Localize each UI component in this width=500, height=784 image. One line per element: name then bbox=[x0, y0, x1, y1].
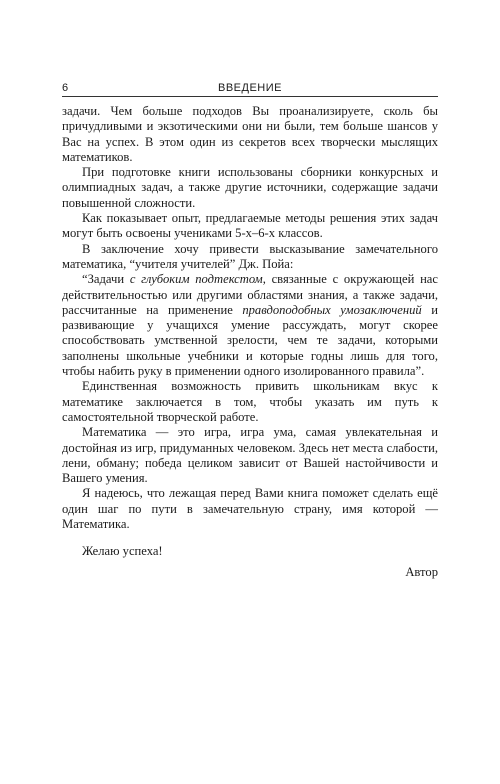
quote-text-2: , связанные с окружающей нас действительностью или другими областями знания, а также задачи, рассчитанные на применение bbox=[62, 272, 438, 317]
wish-line: Желаю успеха! bbox=[82, 544, 163, 559]
paragraph-experience: Как показывает опыт, предлагаемые методы решения этих задач могут быть освоены учениками 5-х–6-х классов. bbox=[62, 211, 438, 241]
paragraph-quote-intro: В заключение хочу привести высказывание замечательного математика, “учителя учителей” Дж. Пойа: bbox=[62, 241, 438, 271]
quote-emphasis-2: правдоподобных умозаключений bbox=[242, 302, 422, 317]
section-title: ВВЕДЕНИЕ bbox=[218, 82, 282, 94]
author-signature: Автор bbox=[405, 564, 438, 579]
quote-text-3: и развивающие у учащихся умение рассуждать, могут скорее способствовать умственной зрелости, чем те задачи, которыми заполнены школьные учебники и которые годны лишь для того, чтобы набить руку в применении одного изолированного правила”. bbox=[62, 302, 438, 379]
paragraph-sources: При подготовке книги использованы сборники конкурсных и олимпиадных задач, а также другие источники, содержащие задачи повышенной сложности. bbox=[62, 165, 438, 210]
quote-emphasis-1: с глубоким подтекстом bbox=[129, 272, 263, 287]
paragraph-hope: Я надеюсь, что лежащая перед Вами книга поможет сделать ещё один шаг по пути в замечательную страну, имя которой — Математика. bbox=[62, 486, 438, 532]
paragraph-intro: задачи. Чем больше подходов Вы проанализируете, сколь бы причудливыми и экзотическими они ни были, тем больше шансов у Вас на успех. В этом один из секретов всех творчески мыслящих математиков. bbox=[62, 104, 438, 164]
polya-quote bbox=[62, 272, 438, 379]
running-header bbox=[62, 82, 438, 97]
page-body bbox=[62, 104, 438, 580]
paragraph-math-game: Математика — это игра, игра ума, самая увлекательная и достойная из игр, придуманных человеком. Здесь нет места слабости, лени, обману; победа целиком зависит от Вашей настойчивости и Вашего умения. bbox=[62, 425, 438, 486]
quote-text-1: “Задачи bbox=[82, 272, 130, 287]
paragraph-only-way: Единственная возможность привить школьникам вкус к математике заключается в том, чтобы указать им путь к самостоятельной творческой работе. bbox=[62, 379, 438, 424]
page-number: 6 bbox=[62, 82, 69, 94]
